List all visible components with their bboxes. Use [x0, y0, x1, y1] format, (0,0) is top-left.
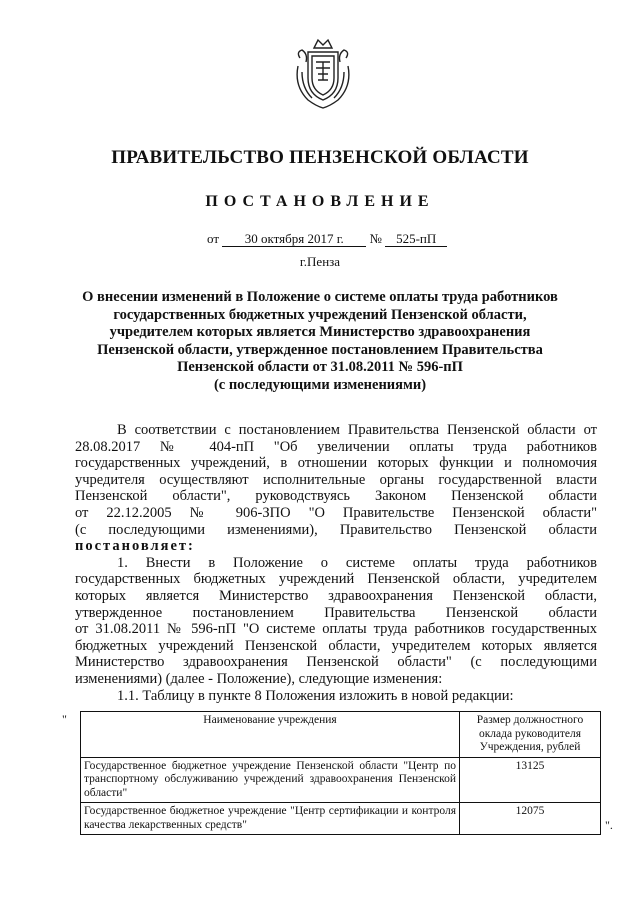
- open-quote: ": [62, 712, 67, 726]
- institution-name: Государственное бюджетное учреждение Пензенской области "Центр по транспортному обслуживанию учреждений здравоохранения Пензенской области": [81, 757, 460, 803]
- table-header-row: [81, 712, 601, 758]
- text-line: Министерство здравоохранения Пензенской области" (с последующими: [75, 654, 597, 671]
- text-line: утвержденное постановлением Правительства Пензенской области: [75, 604, 597, 621]
- text-line: от 22.12.2005 № 906-ЗПО "О Правительстве Пензенской области": [75, 504, 597, 521]
- text-line: бюджетных учреждений Пензенской области, учредителем которых является: [75, 637, 597, 654]
- salary-value: 13125: [460, 757, 601, 803]
- table-row: [81, 757, 601, 803]
- text-line: учредителя осуществляют исполнительные органы государственной власти: [75, 471, 597, 488]
- subject-line: учредителем которых является Министерство здравоохранения: [109, 324, 531, 340]
- subject-line: Пензенской области от 31.08.2011 № 596-пП: [177, 359, 463, 375]
- government-title: ПРАВИТЕЛЬСТВО ПЕНЗЕНСКОЙ ОБЛАСТИ: [111, 147, 529, 168]
- resolves-word: постановляет:: [75, 538, 195, 555]
- salary-value: 12075: [460, 803, 601, 835]
- header-institution: Наименование учреждения: [81, 712, 460, 758]
- text-line: государственных учреждений, в отношении которых функции и полномочия: [75, 455, 597, 472]
- close-quote: ".: [605, 818, 613, 832]
- text-line: от 31.08.2011 № 596-пП "О системе оплаты труда работников государственных: [75, 621, 597, 638]
- date-prefix: от: [207, 231, 220, 246]
- subject-line: государственных бюджетных учреждений Пензенской области,: [113, 306, 527, 323]
- subject-line: О внесении изменений в Положение о системе оплаты труда работников: [82, 289, 558, 305]
- salary-table: [80, 711, 601, 835]
- decree-subject: [70, 289, 570, 394]
- header-salary: Размер должностного оклада руководителя Учреждения, рублей: [460, 712, 601, 758]
- text-line: (с последующими изменениями), Правительство Пензенской области: [75, 521, 597, 538]
- institution-name: Государственное бюджетное учреждение "Центр сертификации и контроля качества лекарственных средств": [81, 803, 460, 835]
- decree-date: 30 октября 2017 г.: [222, 232, 366, 247]
- text-line: 1. Внести в Положение о системе оплаты труда работников: [117, 554, 597, 571]
- text-line: изменениями) (далее - Положение), следующие изменения:: [75, 670, 443, 687]
- document-type: ПОСТАНОВЛЕНИЕ: [205, 193, 435, 210]
- text-line: 1.1. Таблицу в пункте 8 Положения изложить в новой редакции:: [117, 687, 514, 704]
- number-sign: №: [369, 231, 382, 246]
- text-line: Пензенской области", руководствуясь Законом Пензенской области: [75, 488, 597, 505]
- city: г.Пенза: [299, 254, 341, 269]
- subject-line: (с последующими изменениями): [213, 376, 427, 393]
- text-line: В соответствии с постановлением Правительства Пензенской области от: [117, 422, 597, 438]
- subject-line: Пензенской области, утвержденное постановлением Правительства: [97, 341, 543, 358]
- table-row: [81, 803, 601, 835]
- date-line: [207, 231, 447, 247]
- text-line: которых является Министерство здравоохранения Пензенской области,: [75, 587, 597, 604]
- decree-number: 525-пП: [385, 232, 447, 247]
- coat-of-arms-icon: [294, 38, 352, 110]
- text-line: государственных бюджетных учреждений Пензенской области, учредителем: [75, 571, 597, 588]
- text-line: 28.08.2017 № 404-пП "Об увеличении оплаты труда работников: [75, 438, 597, 455]
- preamble: [75, 422, 597, 704]
